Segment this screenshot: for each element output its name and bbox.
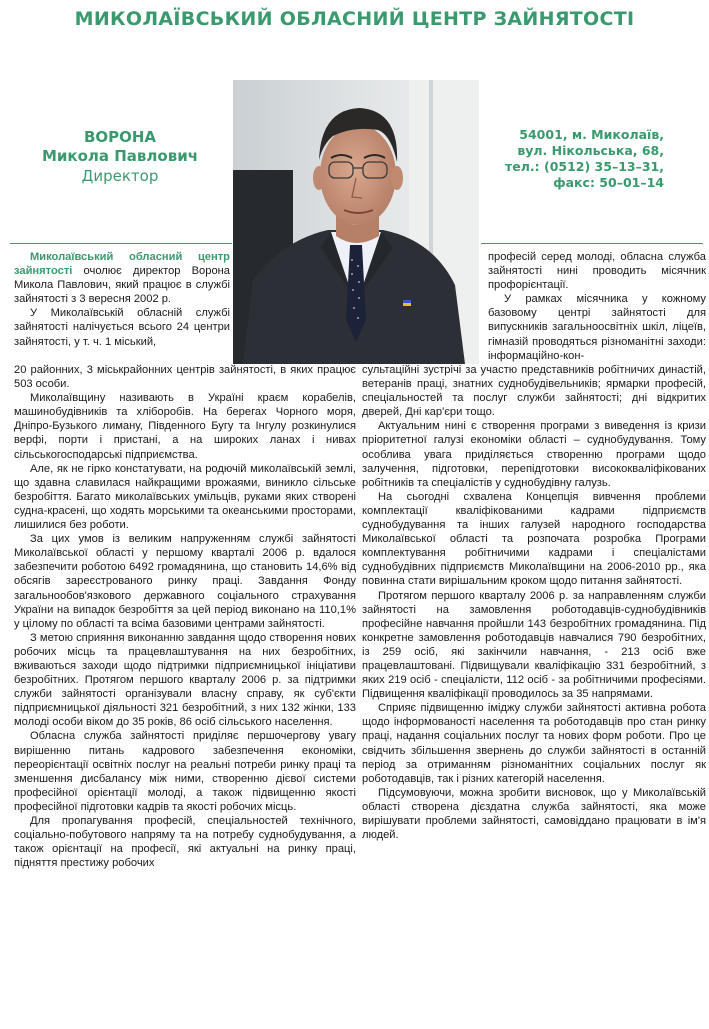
paragraph-text: очолює директор Ворона Микола Павлович, який працює в службі зайнятості з 3 вересня 2002 р. bbox=[14, 265, 230, 306]
director-photo bbox=[233, 80, 479, 364]
director-position: Директор bbox=[81, 167, 159, 185]
contact-address: 54001, м. Миколаїв, bbox=[519, 127, 664, 142]
paragraph: Протягом першого кварталу 2006 р. за направленням служби зайнятості на замовлення роботодавців-суднобудівників професійне навчання пройшли 143 безробітних громадянина. Під конкретне замовлення роботодавців навчалися 790 безробітних, із 259 осіб, які закінчили навчання, - 213 осіб вже працевлаштовані. Підвищували кваліфікацію 331 безробітний, з яких 219 осіб - спеціалісти, 112 осіб - за робітничими професіями. Підвищення кваліфікації проводилось за 35 напрямами. bbox=[362, 589, 706, 701]
paragraph: професій серед молоді, обласна служба зайнятості нині проводить місячник профорієнтації. bbox=[488, 251, 706, 292]
divider-left bbox=[10, 243, 232, 244]
contacts-block bbox=[478, 127, 664, 191]
lead-text: Миколаївський обласний центр зайнятості bbox=[14, 251, 230, 278]
article-column-right-top bbox=[488, 250, 706, 363]
article-column-right bbox=[362, 363, 706, 842]
paragraph: За цих умов із великим напруженням службі зайнятості Миколаївської області у першому кварталі 2006 р. вдалося забезпечити роботою 6492 громадянина, що становить 14,6% від обсягів зареєстрованого ринку праці. Завдання Фонду загальнообов'язкового державного соціального страхування України на випадок безробіття за цей період виконано на 110,1% у цілому по області та всіма базовими центрами зайнятості. bbox=[14, 533, 356, 630]
article-column-left-top bbox=[14, 250, 230, 349]
paragraph: 20 районних, 3 міськрайонних центрів зайнятості, в яких працює 503 особи. bbox=[14, 364, 356, 391]
paragraph: Актуальним нині є створення програми з виведення із кризи пріоритетної галузі економіки області – суднобудування. Тому особлива увага приділяється створенню програми щодо залучення, підготовки, перепідготовки висококваліфікованих робітників та спеціалістів у суднобудівну галузь. bbox=[362, 420, 706, 489]
paragraph: Для пропагування професій, спеціальностей технічного, соціально-побутового напряму та на потребу суднобудування, а також орієнтації на професії, які актуальні на ринку праці, підняття престижу робочих bbox=[14, 815, 356, 870]
paragraph: На сьогодні схвалена Концепція вивчення проблеми комплектації кваліфікованими кадрами підприємств суднобудування та інших галузей народного господарства Миколаївської області та розпочата розробка Програми комплектування робітничими кадрами і спеціалістами суднобудівних підприємств Миколаївщини на 2006-2010 рр., яка повинна стати вирішальним кроком щодо питання зайнятості. bbox=[362, 490, 706, 588]
contact-street: вул. Нікольська, 68, bbox=[517, 143, 664, 158]
paragraph: Миколаївщину називають в Україні краєм корабелів, машинобудівників та хліборобів. На берегах Чорного моря, Дніпро-Бузького лиману, Південного Бугу та Інгулу розкинулися верфі, порти і пристані, а на широких ланах і нивах сільськогосподарські підприємства. bbox=[14, 392, 356, 461]
paragraph bbox=[14, 250, 230, 306]
paragraph: З метою сприяння виконанню завдання щодо створення нових робочих місць та працевлаштування на них безробітних, вживаються заходи щодо підтримки підприємницької ініціативи безробітних. Протягом першого кварталу 2006 р. за підтримки служби зайнятості організували власну справу, як суб'єкти підприємницької діяльності 321 безробітний, з них 132 жінки, 133 молоді особи віком до 35 років, 86 осіб сільського населення. bbox=[14, 631, 356, 729]
paragraph: Сприяє підвищенню іміджу служби зайнятості активна робота щодо інформованості населення та роботодавців про стан ринку праці, надання соціальних послуг та нових форм роботи. Про це свідчить збільшення звернень до служби зайнятості в останній період за отриманням різноманітних соціальних послуг як роботодавців, так і різних категорій населення. bbox=[362, 702, 706, 785]
paragraph: Обласна служба зайнятості приділяє першочергову увагу вирішенню питань кадрового забезпечення економіки, переорієнтації освітніх послуг на реальні потреби ринку праці та зменшення дисбалансу між ними, створенню дієвої системи професійної орієнтації молоді, а також підвищенню якості професійної підготовки кадрів та якості робочих місць. bbox=[14, 730, 356, 813]
director-block bbox=[10, 128, 230, 186]
contact-phone: тел.: (0512) 35–13–31, bbox=[505, 159, 664, 174]
paragraph: Але, як не гірко констатувати, на родючій миколаївській землі, що здавна славилася найкращими врожаями, виникло сільське безробіття. Багато миколаївських умільців, руками яких створені судна-красені, що ходять морськими та океанськими просторами, лишилися без роботи. bbox=[14, 462, 356, 532]
paragraph: Підсумовуючи, можна зробити висновок, що у Миколаївській області створена дієздатна служба зайнятості, яка може вирішувати проблеми зайнятості, самовіддано працювати в ім'я людей. bbox=[362, 786, 706, 842]
article-column-left bbox=[14, 363, 356, 870]
paragraph: У Миколаївській обласній службі зайнятості налічується всього 24 центри зайнятості, у т. ч. 1 міський, bbox=[14, 307, 230, 348]
contact-fax: факс: 50–01–14 bbox=[553, 175, 664, 190]
director-name: Микола Павлович bbox=[41, 147, 198, 165]
paragraph: сультаційні зустрічі за участю представників робітничих династій, ветеранів праці, знатних суднобудівельників; ярмарки професій, спеціальностей та послуг служби зайнятості; дні відкритих дверей, Дні кар'єри тощо. bbox=[362, 364, 706, 419]
divider-right bbox=[481, 243, 703, 244]
page-title: МИКОЛАЇВСЬКИЙ ОБЛАСНИЙ ЦЕНТР ЗАЙНЯТОСТІ bbox=[74, 8, 635, 30]
paragraph: У рамках місячника у кожному базовому центрі зайнятості для випускників загальноосвітніх шкіл, ліцеїв, гімназій проводяться різноманітні заходи: інформаційно-кон- bbox=[488, 293, 706, 362]
director-surname: ВОРОНА bbox=[83, 128, 157, 146]
